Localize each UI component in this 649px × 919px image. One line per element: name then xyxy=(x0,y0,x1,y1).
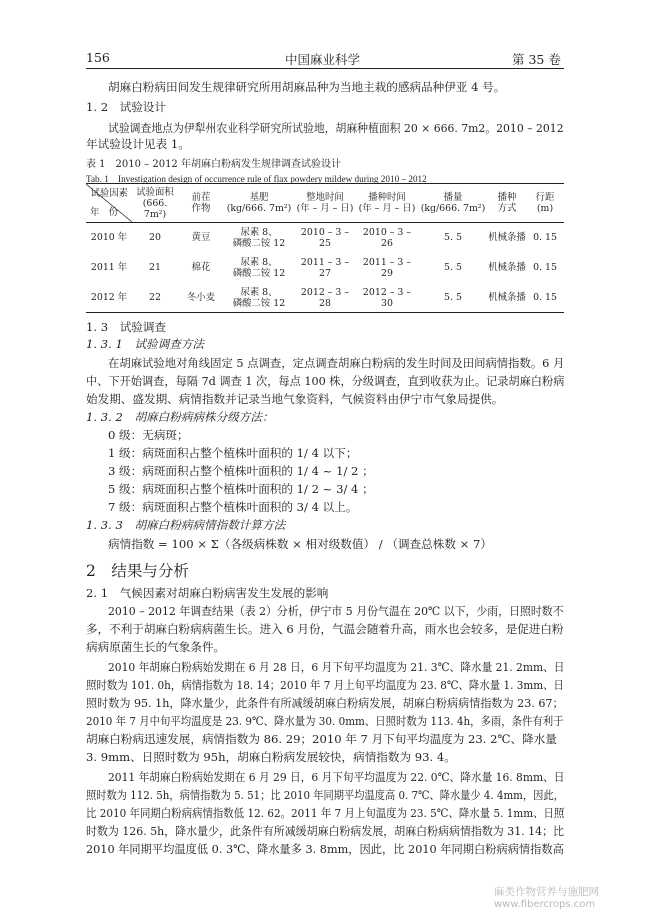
section-1-3-2-title: 1. 3. 2 胡麻白粉病病株分级方法： xyxy=(86,410,274,424)
diagonal-header-cell xyxy=(86,184,132,223)
cell-fert: 尿素 8、 磷酸二铵 12 xyxy=(232,286,286,309)
journal-title: 中国麻业科学 xyxy=(285,52,361,67)
col-header: 播种时间 (年 – 月 – 日) xyxy=(358,192,416,214)
paragraph-line: 比 2010 年同期白粉病病情指数低 12. 62。2011 年 7 月上旬温度为 23. 5℃、降水量 5. 1mm、日照 xyxy=(86,806,565,820)
section-1-3-title: 1. 3 试验调查 xyxy=(86,320,167,334)
cell-area: 22 xyxy=(149,292,161,303)
paragraph-line: 2010 年同期平均温度低 0. 3℃、降水量多 3. 8mm，因此，比 2010 年同期白粉病病情指数高 xyxy=(86,842,564,856)
grade-line: 7 级：病斑面积占整个植株叶面积的 3/ 4 以上。 xyxy=(108,500,358,514)
col-header: 播种 方式 xyxy=(497,192,517,214)
grade-line: 3 级：病斑面积占整个植株叶面积的 1/ 4 ~ 1/ 2 ； xyxy=(108,464,374,478)
table-caption-en: Tab. 1 Investigation design of occurrence rule of flax powdery mildew during 2010 – 2012 xyxy=(86,174,427,184)
section-1-3-1-line: 在胡麻试验地对角线固定 5 点调查，定点调查胡麻白粉病的发生时间及田间病情指数。6 月 xyxy=(108,356,565,370)
cell-crop: 棉花 xyxy=(191,262,211,273)
page-number: 156 xyxy=(86,50,110,65)
paragraph-line: 2010 – 2012 年调查结果（表 2）分析，伊宁市 5 月份气温在 20℃ 以下，少雨，日照时数不 xyxy=(108,604,564,618)
table-caption-cn: 表 1 2010 – 2012 年胡麻白粉病发生规律调查试验设计 xyxy=(86,159,341,170)
volume-label: 第 35 卷 xyxy=(512,52,561,67)
paragraph-line: 时数为 126. 5h，降水量少，此条件有所减缓胡麻白粉病发展，胡麻白粉病病情指数为 31. 14；比 xyxy=(86,824,564,838)
col-header: 播量 (kg/666. 7m²) xyxy=(420,192,486,214)
section-1-3-1-line: 始发期、盛发期、病情指数并记录当地气象资料，气候资料由伊宁市气象局提供。 xyxy=(86,392,504,406)
paragraph-line: 3. 9mm、日照时数为 95h，胡麻白粉病发展较快，病情指数为 93. 4。 xyxy=(86,750,456,764)
paragraph-line: 照时数为 101. 0h，病情指数为 18. 14；2010 年 7 月上旬平均温度为 23. 8℃、降水量 1. 3mm、日 xyxy=(86,678,564,692)
grade-line: 5 级：病斑面积占整个植株叶面积的 1/ 2 ~ 3/ 4 ； xyxy=(108,482,374,496)
cell-prep: 2012 – 3 – 28 xyxy=(300,286,350,309)
watermark-url: www.fibercrops.com xyxy=(494,899,596,910)
cell-spacing: 0. 15 xyxy=(533,232,557,244)
cell-rate: 5. 5 xyxy=(444,232,462,244)
cell-method: 机械条播 xyxy=(488,232,526,244)
cell-sow: 2011 – 3 – 29 xyxy=(362,256,412,279)
paragraph-line: 胡麻白粉病迅速发展，病情指数为 86. 29；2010 年 7 月下旬平均温度为 23. 2℃、降水量 xyxy=(86,732,557,746)
cell-rate: 5. 5 xyxy=(444,262,462,273)
cell-prep: 2010 – 3 – 25 xyxy=(300,226,350,249)
section-1-3-3-title: 1. 3. 3 胡麻白粉病病情指数计算方法 xyxy=(86,518,286,532)
cell-method: 机械条播 xyxy=(488,262,526,273)
paragraph-line: 多，不利于胡麻白粉病病菌生长。进入 6 月份，气温会随着升高，雨水也会较多，是促进白粉 xyxy=(86,622,564,636)
table-bottom-rule xyxy=(86,312,564,313)
cell-year: 2012 年 xyxy=(90,292,128,303)
grade-line: 0 级：无病斑； xyxy=(108,428,189,442)
section-1-2-title: 1. 2 试验设计 xyxy=(86,100,167,114)
cell-fert: 尿素 8、 磷酸二铵 12 xyxy=(232,226,286,249)
cell-sow: 2010 – 3 – 26 xyxy=(362,226,412,249)
section-2-title: 2 结果与分析 xyxy=(86,562,189,580)
col-header: 前茬 作物 xyxy=(191,192,211,214)
section-1-3-1-line: 中、下开始调查，每隔 7d 调查 1 次，每点 100 株，分级调查，直到收获为止。记录胡麻白粉病 xyxy=(86,374,565,388)
table-header-row xyxy=(86,184,564,223)
paragraph-line: 2010 年胡麻白粉病始发期在 6 月 28 日，6 月下旬平均温度为 21. 3℃、降水量 21. 2mm、日 xyxy=(108,660,565,674)
col-header: 试验面积 (666. 7m²) xyxy=(136,186,174,220)
col-header: 基肥 (kg/666. 7m²) xyxy=(226,192,292,214)
table-row xyxy=(86,283,564,313)
diag-top-label: 试验因素 xyxy=(90,188,128,199)
cell-method: 机械条播 xyxy=(488,292,526,303)
grade-line: 1 级：病斑面积占整个植株叶面积的 1/ 4 以下； xyxy=(108,446,358,460)
section-2-1-title: 2. 1 气候因素对胡麻白粉病害发生发展的影响 xyxy=(86,586,329,600)
design-table xyxy=(86,184,564,313)
cell-prep: 2011 – 3 – 27 xyxy=(300,256,350,279)
paragraph-line: 照时数为 112. 5h，病情指数为 5. 51；比 2010 年同期平均温度高 0. 7℃、降水量少 4. 4mm，因此， xyxy=(86,788,564,802)
cell-year: 2010 年 xyxy=(90,232,128,244)
table-row xyxy=(86,223,564,253)
cell-area: 21 xyxy=(149,262,161,273)
paragraph-line: 病病原菌生长的气象条件。 xyxy=(86,640,226,654)
section-1-2-line: 试验调查地点为伊犁州农业科学研究所试验地，胡麻种植面积 20 × 666. 7m2。2010 – 2012 xyxy=(108,121,564,135)
cell-crop: 冬小麦 xyxy=(186,292,216,303)
paragraph-line: 2011 年胡麻白粉病始发期在 6 月 29 日，6 月下旬平均温度为 22. 0℃、降水量 16. 8mm、日 xyxy=(108,770,565,784)
cell-spacing: 0. 15 xyxy=(533,292,557,303)
col-header: 行距 (m) xyxy=(535,192,555,214)
disease-index-formula: 病情指数 = 100 × Σ（各级病株数 × 相对级数值） / （调查总株数 × 7） xyxy=(108,537,492,551)
cell-spacing: 0. 15 xyxy=(533,262,557,273)
cell-crop: 黄豆 xyxy=(191,232,211,244)
section-1-3-1-title: 1. 3. 1 试验调查方法 xyxy=(86,337,205,351)
table-row xyxy=(86,253,564,283)
header-rule xyxy=(86,68,564,69)
paragraph-line: 照时数为 95. 1h，降水量少，此条件有所减缓胡麻白粉病发展，胡麻白粉病病情指数为 23. 67； xyxy=(86,696,564,710)
diag-bottom-label: 年 份 xyxy=(90,207,119,218)
cell-fert: 尿素 8、 磷酸二铵 12 xyxy=(232,256,286,279)
cell-rate: 5. 5 xyxy=(444,292,462,303)
cell-area: 20 xyxy=(149,232,161,244)
paragraph-line: 2010 年 7 月中旬平均温度是 23. 9℃、降水量为 30. 0mm、日照时数为 113. 4h，多雨，条件有利于 xyxy=(86,714,564,728)
col-header: 整地时间 (年 – 月 – 日) xyxy=(296,192,354,214)
watermark-site-name: 麻类作物营养与施肥网 xyxy=(494,886,599,898)
section-1-2-line: 年试验设计见表 1。 xyxy=(86,137,190,151)
cell-sow: 2012 – 3 – 30 xyxy=(362,286,412,309)
intro-line: 胡麻白粉病田间发生规律研究所用胡麻品种为当地主栽的感病品种伊亚 4 号。 xyxy=(108,80,506,94)
cell-year: 2011 年 xyxy=(90,262,128,273)
